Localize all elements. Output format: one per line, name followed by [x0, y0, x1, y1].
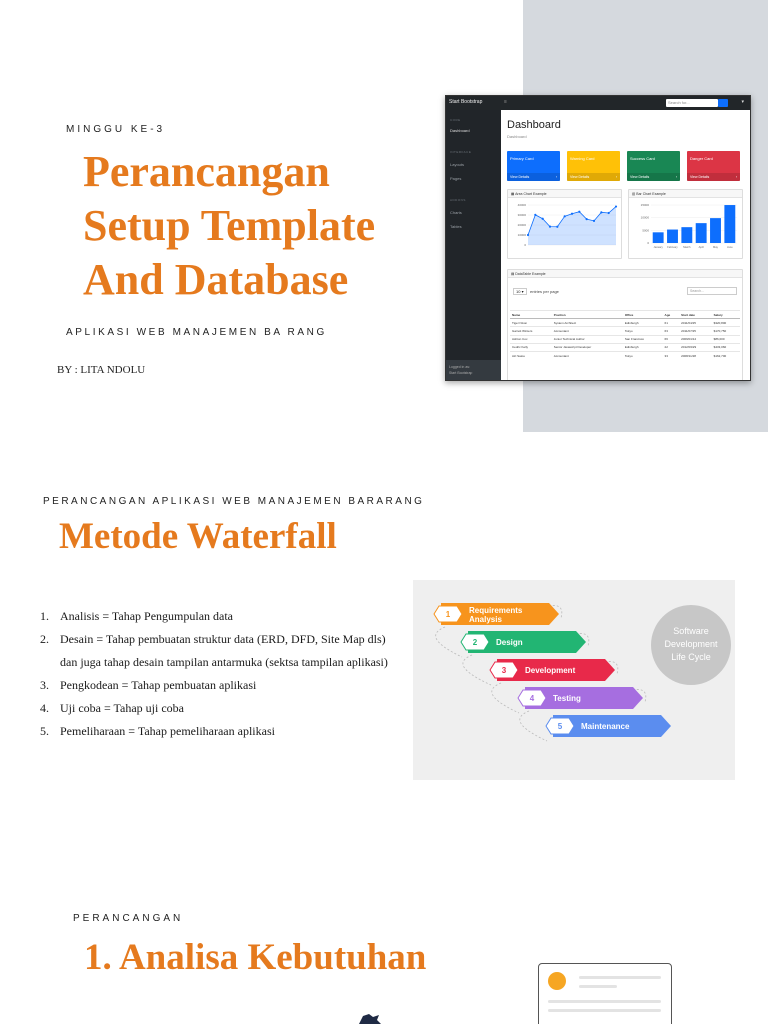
- data-point: [578, 211, 580, 213]
- card-label: Warning Card: [570, 156, 595, 161]
- x-tick-label: January: [653, 246, 663, 249]
- sdlc-step-number: 3: [501, 666, 507, 675]
- data-point: [556, 226, 558, 228]
- sdlc-step-label-line2: Analysis: [469, 615, 502, 624]
- table-cell: San Francisco: [623, 335, 663, 343]
- area-chart-title: [508, 190, 621, 198]
- table-cell: 61: [663, 319, 680, 327]
- table-row: [510, 319, 740, 327]
- list-item-text: Analisis = Tahap Pengumpulan data: [60, 609, 234, 623]
- data-point: [542, 218, 544, 220]
- entries-select-value: 10: [516, 289, 521, 294]
- slide2-title: Metode Waterfall: [59, 516, 337, 557]
- chart-icon: ▥: [632, 192, 637, 196]
- table-cell: $170,750: [712, 327, 740, 335]
- sdlc-circle-text: Development: [664, 639, 718, 649]
- data-point: [600, 211, 602, 213]
- sdlc-circle-text: Software: [673, 626, 709, 636]
- list-item: [40, 697, 400, 720]
- title-line-1: Perancangan: [83, 147, 330, 196]
- placeholder-line: [579, 985, 617, 988]
- illustration-figure-icon: [355, 1012, 385, 1024]
- y-tick-label: 40000: [517, 203, 526, 207]
- data-point: [534, 214, 536, 216]
- danger-card: [687, 151, 740, 181]
- table-cell: Tiger Nixon: [510, 319, 552, 327]
- placeholder-line: [548, 1009, 661, 1012]
- area-chart-title-text: Area Chart Example: [515, 192, 547, 196]
- chevron-right-icon: ›: [735, 175, 737, 179]
- list-item-number: 2.: [40, 632, 49, 646]
- table-cell: Tokyo: [623, 351, 663, 359]
- slide3-title: 1. Analisa Kebutuhan: [84, 937, 427, 978]
- table-row: [510, 351, 740, 359]
- sidebar-item-tables: Tables: [450, 224, 462, 229]
- title-line-3: And Database: [83, 255, 349, 305]
- bar: [724, 205, 735, 243]
- sidebar-footer-line-1: Logged in as:: [449, 365, 471, 369]
- table-cell: 2011/04/25: [679, 319, 712, 327]
- chevron-right-icon: ›: [555, 175, 557, 179]
- bar: [681, 227, 692, 243]
- dashboard-breadcrumb: Dashboard: [507, 134, 527, 139]
- menu-icon: ≡: [504, 99, 507, 105]
- sdlc-step-label: Development: [525, 666, 576, 675]
- dashboard-title: Dashboard: [507, 119, 561, 131]
- sidebar-item-pages: Pages: [450, 176, 462, 181]
- card-label: Success Card: [630, 156, 655, 161]
- table-header-cell: Salary: [712, 311, 740, 319]
- y-tick-label: 10000: [517, 233, 526, 237]
- list-item-number: 5.: [40, 724, 49, 738]
- y-tick-label: 0: [524, 243, 526, 247]
- card-footer: [567, 173, 620, 181]
- card-footer-text: View Details: [690, 175, 710, 179]
- sdlc-step-number: 1: [445, 610, 451, 619]
- table-header-cell: Office: [623, 311, 663, 319]
- table-cell: Accountant: [552, 327, 623, 335]
- table-row: [510, 343, 740, 351]
- table-cell: 2011/07/25: [679, 327, 712, 335]
- table-header-cell: Name: [510, 311, 552, 319]
- table-cell: Garrett Winters: [510, 327, 552, 335]
- sdlc-step-number: 4: [529, 694, 535, 703]
- table-cell: $86,000: [712, 335, 740, 343]
- card-footer-text: View Details: [510, 175, 530, 179]
- list-item: [40, 628, 400, 674]
- table-cell: 22: [663, 343, 680, 351]
- table-cell: $433,060: [712, 343, 740, 351]
- slide-title: [0, 0, 768, 432]
- sidebar-footer: [446, 360, 501, 381]
- x-tick-label: June: [727, 246, 733, 249]
- x-tick-label: April: [698, 246, 704, 249]
- table-cell: 33: [663, 351, 680, 359]
- list-item-text: Desain = Tahap pembuatan struktur data (ERD, DFD, Site Map dls) dan juga tahap desain tampilan antarmuka (sektsa tampilan aplikasi): [60, 632, 388, 669]
- dashboard-topbar: [446, 96, 750, 110]
- user-icon: ▾: [741, 99, 744, 105]
- sdlc-circle-text: Life Cycle: [671, 652, 711, 662]
- datatable-title-text: DataTable Example: [515, 272, 546, 276]
- table-cell: $320,800: [712, 319, 740, 327]
- table-cell: 2009/01/12: [679, 335, 712, 343]
- entries-label: entries per page: [530, 289, 559, 294]
- warning-card: [567, 151, 620, 181]
- card-footer: [687, 173, 740, 181]
- title-line-2: Setup Template: [83, 201, 376, 251]
- slide3-kicker: PERANCANGAN: [73, 913, 184, 924]
- bar-chart: [629, 199, 742, 259]
- waterfall-steps-list: [40, 605, 400, 743]
- table-cell: Edinburgh: [623, 319, 663, 327]
- sdlc-step-label: Design: [496, 638, 523, 647]
- card-label: Danger Card: [690, 156, 713, 161]
- card-footer-text: View Details: [630, 175, 650, 179]
- chart-icon: ▦: [511, 192, 516, 196]
- y-tick-label: 5000: [642, 228, 649, 233]
- sidebar-footer-line-2: Start Bootstrap: [449, 371, 473, 375]
- placeholder-line: [579, 976, 661, 979]
- chevron-right-icon: ›: [675, 175, 677, 179]
- chevron-right-icon: ›: [615, 175, 617, 179]
- slide-title-heading: [83, 145, 443, 307]
- list-item-text: Pengkodean = Tahap pembuatan aplikasi: [60, 678, 257, 692]
- area-chart-panel: [507, 189, 622, 259]
- slide2-kicker: PERANCANGAN APLIKASI WEB MANAJEMEN BARARANG: [43, 496, 425, 507]
- table-cell: Accountant: [552, 351, 623, 359]
- bar-chart-panel: [628, 189, 743, 259]
- table-cell: Junior Technical Author: [552, 335, 623, 343]
- sdlc-step-label: Requirements: [469, 606, 523, 615]
- data-point: [608, 212, 610, 214]
- bar-chart-title: [629, 190, 742, 198]
- table-cell: Tokyo: [623, 327, 663, 335]
- dashboard-search-input: Search for...: [666, 99, 718, 107]
- datatable-title: [508, 270, 742, 278]
- list-item: [40, 720, 400, 743]
- dashboard-main: [501, 110, 750, 380]
- table-search-input: Search...: [687, 287, 737, 295]
- bar-chart-title-text: Bar Chart Example: [636, 192, 666, 196]
- sdlc-step-number: 5: [557, 722, 563, 731]
- subtitle: APLIKASI WEB MANAJEMEN BA RANG: [66, 327, 327, 338]
- data-point: [586, 218, 588, 220]
- sdlc-step-number: 2: [472, 638, 478, 647]
- table-cell: System Architect: [552, 319, 623, 327]
- bar: [653, 232, 664, 243]
- document-illustration: [538, 963, 672, 1024]
- search-button: [718, 99, 728, 107]
- primary-card: [507, 151, 560, 181]
- table-body: [510, 319, 740, 359]
- list-item-text: Uji coba = Tahap uji coba: [60, 701, 185, 715]
- card-footer: [627, 173, 680, 181]
- table-cell: Airi Satou: [510, 351, 552, 359]
- list-item: [40, 674, 400, 697]
- data-point: [615, 205, 617, 207]
- sidebar-item-dashboard: Dashboard: [450, 128, 470, 133]
- card-footer: [507, 173, 560, 181]
- y-tick-label: 20000: [517, 223, 526, 227]
- list-item-text: Pemeliharaan = Tahap pemeliharaan aplikasi: [60, 724, 275, 738]
- placeholder-line: [548, 1000, 661, 1003]
- table-cell: 66: [663, 335, 680, 343]
- data-point: [549, 226, 551, 228]
- table-header-cell: Position: [552, 311, 623, 319]
- card-label: Primary Card: [510, 156, 534, 161]
- table-cell: Edinburgh: [623, 343, 663, 351]
- y-tick-label: 15000: [640, 203, 649, 207]
- sidebar-heading-core: CORE: [450, 118, 461, 122]
- table-cell: 2008/11/28: [679, 351, 712, 359]
- list-item-number: 1.: [40, 609, 49, 623]
- y-tick-label: 10000: [640, 215, 649, 220]
- dashboard-sidebar: [446, 110, 501, 381]
- x-tick-label: May: [713, 246, 718, 249]
- data-point: [564, 215, 566, 217]
- entries-select: 10 ▾: [513, 288, 527, 295]
- bar: [710, 218, 721, 243]
- sidebar-item-charts: Charts: [450, 210, 462, 215]
- area-chart: [508, 199, 621, 259]
- table-cell: 2012/03/29: [679, 343, 712, 351]
- x-tick-label: February: [667, 246, 678, 249]
- sidebar-heading-interface: INTERFACE: [450, 150, 472, 154]
- sidebar-item-layouts: Layouts: [450, 162, 465, 167]
- x-tick-label: March: [683, 246, 691, 249]
- y-tick-label: 0: [647, 241, 649, 245]
- dashboard-screenshot: [445, 95, 751, 381]
- list-item: [40, 605, 400, 628]
- sidebar-heading-addons: ADDONS: [450, 198, 466, 202]
- list-item-number: 4.: [40, 701, 49, 715]
- table-header-row: [510, 311, 740, 319]
- table-icon: ▤: [511, 272, 516, 276]
- bar: [696, 223, 707, 243]
- table-header-cell: Start date: [679, 311, 712, 319]
- table-cell: Ashton Cox: [510, 335, 552, 343]
- list-item-number: 3.: [40, 678, 49, 692]
- table-header-cell: Age: [663, 311, 680, 319]
- sdlc-step-label: Testing: [553, 694, 581, 703]
- table-cell: 63: [663, 327, 680, 335]
- table-row: [510, 335, 740, 343]
- data-point: [527, 234, 529, 236]
- table-cell: Senior Javascript Developer: [552, 343, 623, 351]
- data-point: [571, 213, 573, 215]
- table-cell: $162,700: [712, 351, 740, 359]
- y-tick-label: 30000: [517, 213, 526, 217]
- bar: [667, 230, 678, 243]
- datatable: [510, 310, 740, 359]
- table-cell: Cedric Kelly: [510, 343, 552, 351]
- table-row: [510, 327, 740, 335]
- sdlc-diagram-svg: [413, 580, 735, 780]
- sdlc-diagram: [413, 580, 735, 780]
- data-point: [593, 220, 595, 222]
- card-footer-text: View Details: [570, 175, 590, 179]
- week-label: MINGGU KE-3: [66, 124, 166, 135]
- avatar-dot-icon: [548, 972, 566, 990]
- success-card: [627, 151, 680, 181]
- dashboard-brand: Start Bootstrap: [449, 99, 483, 105]
- sdlc-step-label: Maintenance: [581, 722, 630, 731]
- author: BY : LITA NDOLU: [57, 364, 146, 376]
